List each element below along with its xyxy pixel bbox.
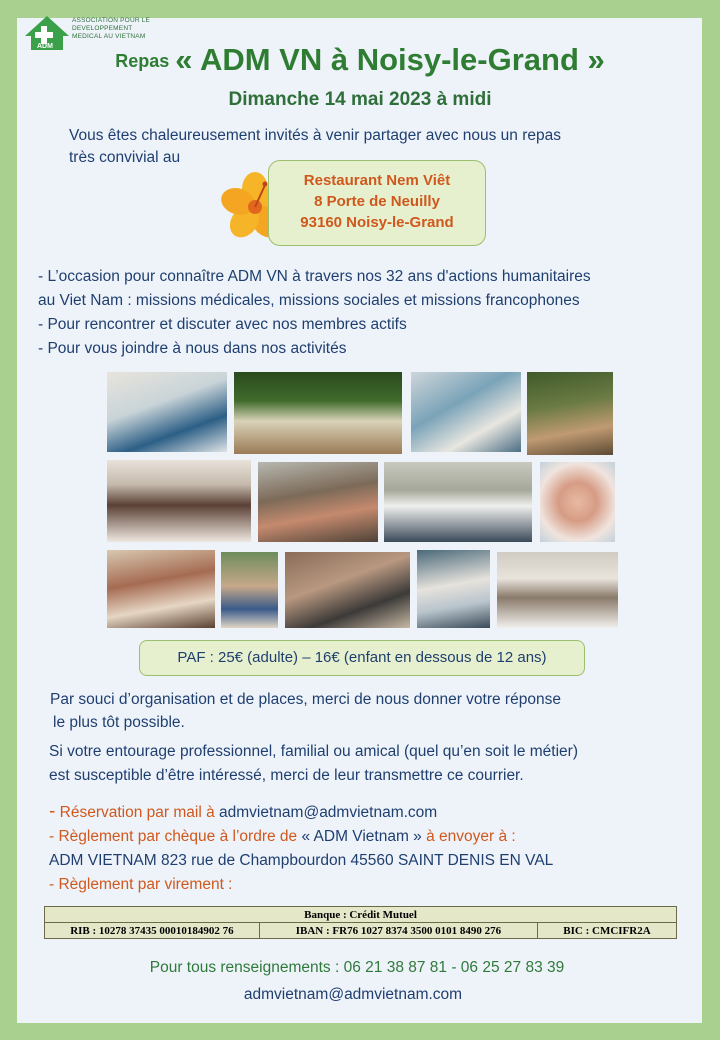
organisation-text: [50, 688, 561, 734]
price-box: PAF : 25€ (adulte) – 16€ (enfant en dessous de 12 ans): [139, 640, 585, 676]
cheque-label: - Règlement par chèque à l’ordre de: [49, 828, 298, 845]
reservation-email-link[interactable]: admvietnam@admvietnam.com: [219, 804, 438, 821]
org-line-2: le plus tôt possible.: [53, 714, 185, 731]
bank-codes-row: [45, 923, 677, 939]
photo-cooking-class: [497, 552, 618, 628]
bullet-3: - Pour vous joindre à nous dans nos activités: [38, 340, 347, 357]
org-line-1: Par souci d’organisation et de places, merci de nous donner votre réponse: [50, 691, 561, 708]
contact-phones: Pour tous renseignements : 06 21 38 87 81 - 06 25 27 83 39: [149, 959, 565, 976]
photo-care-session: [285, 552, 410, 628]
page-title: [0, 42, 720, 78]
bank-details-table: [44, 906, 677, 939]
logo-text: [72, 17, 150, 41]
photo-food-distribution: [258, 462, 378, 542]
restaurant-city: 93160 Noisy-le-Grand: [300, 214, 454, 231]
bank-rib: RIB : 10278 37435 00010184902 76: [45, 923, 260, 939]
org-line-3: Si votre entourage professionnel, familial ou amical (quel qu’en soit le métier): [49, 743, 578, 760]
restaurant-box: [268, 160, 486, 246]
photo-rural-mission: [527, 372, 613, 455]
bank-name: Banque : Crédit Mutuel: [45, 907, 677, 923]
bank-bic: BIC : CMCIFR2A: [537, 923, 676, 939]
photo-dental-care: [411, 372, 521, 452]
cheque-payee: « ADM Vietnam »: [301, 828, 422, 845]
org-line-4: est susceptible d’être intéressé, merci de leur transmettre ce courrier.: [49, 767, 524, 784]
title-main: « ADM VN à Noisy-le-Grand »: [175, 42, 605, 77]
logo-line-3: MEDICAL AU VIETNAM: [72, 33, 146, 40]
bullet-1-cont: au Viet Nam : missions médicales, missions sociales et missions francophones: [38, 292, 580, 309]
bank-iban: IBAN : FR76 1027 8374 3500 0101 8490 276: [259, 923, 537, 939]
intro-line-1: Vous êtes chaleureusement invités à venir partager avec nous un repas: [69, 127, 561, 144]
reservation-block: [49, 800, 553, 897]
reservation-label: Réservation par mail à: [59, 804, 215, 821]
forward-text: [49, 740, 578, 788]
postal-address: ADM VIETNAM 823 rue de Champbourdon 45560 SAINT DENIS EN VAL: [49, 852, 554, 869]
photo-wheelchair-child: [221, 552, 278, 628]
photo-bicycle-donation: [384, 462, 532, 542]
photo-medical-consultation: [107, 372, 227, 452]
logo-badge: ADM: [37, 43, 53, 50]
cheque-send-label: à envoyer à :: [426, 828, 516, 845]
contact-email-link[interactable]: admvietnam@admvietnam.com: [243, 986, 463, 1003]
photo-group-ceremony: [107, 460, 251, 542]
restaurant-name: Restaurant Nem Viêt: [303, 172, 451, 189]
transfer-label: - Règlement par virement :: [49, 876, 233, 893]
event-date: Dimanche 14 mai 2023 à midi: [228, 89, 492, 110]
bank-header-row: [45, 907, 677, 923]
restaurant-street: 8 Porte de Neuilly: [314, 193, 440, 210]
bullet-2: - Pour rencontrer et discuter avec nos membres actifs: [38, 316, 407, 333]
intro-line-2: très convivial au: [69, 149, 181, 166]
bullet-1: - L’occasion pour connaître ADM VN à travers nos 32 ans d'actions humanitaires: [38, 268, 591, 285]
photo-family-visit: [107, 550, 215, 628]
reservation-dash: -: [49, 801, 56, 822]
title-prefix: Repas: [115, 51, 170, 71]
photo-doctor-exam: [417, 550, 490, 628]
logo-line-2: DEVELOPPEMENT: [72, 25, 133, 32]
photo-child-patient: [540, 462, 615, 542]
logo-line-1: ASSOCIATION POUR LE: [72, 17, 151, 24]
bullet-list: [38, 265, 591, 361]
photo-group-meeting: [234, 372, 402, 454]
